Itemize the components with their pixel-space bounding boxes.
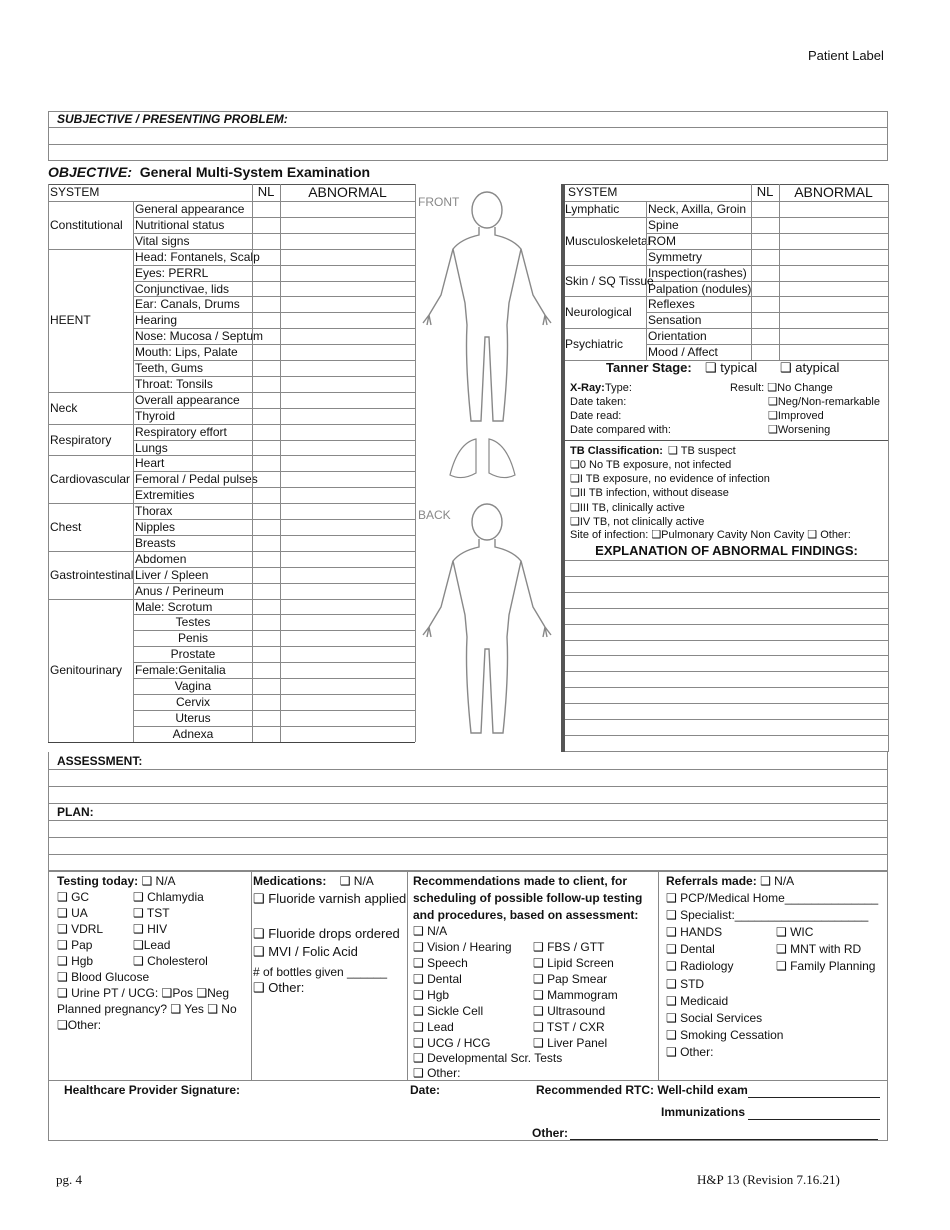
nl-cell-ear-canals-drums[interactable]: [253, 297, 279, 311]
referral-hands-checkbox[interactable]: ❑ HANDS: [666, 925, 723, 939]
assessment-label: ASSESSMENT:: [57, 754, 143, 768]
abnormal-cell-mouth-lips-palate[interactable]: [281, 345, 414, 359]
nl-cell-mouth-lips-palate[interactable]: [253, 345, 279, 359]
exam-item-eyes-perrl: Eyes: PERRL: [135, 265, 209, 280]
exam-item-female-genitalia: Female:Genitalia: [135, 663, 226, 678]
nl-cell-symmetry[interactable]: [752, 250, 778, 264]
xray-result-no-change[interactable]: Result: ❑No Change: [730, 382, 833, 394]
lungs-figure: [440, 435, 525, 483]
exam-item-sensation: Sensation: [648, 313, 702, 328]
explanation-label: EXPLANATION OF ABNORMAL FINDINGS:: [595, 543, 858, 558]
system-skin-sq-tissue: Skin / SQ Tissue: [565, 273, 654, 288]
testing-gc-checkbox[interactable]: ❑ GC: [57, 890, 90, 904]
explanation-line[interactable]: [565, 655, 888, 656]
nl-cell-cervix[interactable]: [253, 695, 279, 709]
nl-cell-penis[interactable]: [253, 631, 279, 645]
nl-cell-nipples[interactable]: [253, 520, 279, 534]
rec-liver-panel-checkbox[interactable]: ❑ Liver Panel: [533, 1036, 608, 1050]
exam-item-heart: Heart: [135, 456, 165, 471]
explanation-line[interactable]: [565, 560, 888, 561]
tb-class-4-checkbox[interactable]: ❑IV TB, not clinically active: [570, 515, 705, 528]
nl-cell-femoral-pedal-pulses[interactable]: [253, 472, 279, 486]
assessment-plan-line[interactable]: [48, 820, 888, 821]
abnormal-cell-hearing[interactable]: [281, 313, 414, 327]
exam-item-orientation: Orientation: [648, 329, 707, 344]
rec-sickle-cell-checkbox[interactable]: ❑ Sickle Cell: [413, 1004, 484, 1018]
plan-label: PLAN:: [57, 805, 94, 819]
system-chest: Chest: [50, 519, 82, 534]
exam-item-vagina: Vagina: [174, 679, 212, 693]
nl-cell-nose-mucosa-septum[interactable]: [253, 329, 279, 343]
nl-cell-teeth-gums[interactable]: [253, 361, 279, 375]
exam-item-teeth-gums: Teeth, Gums: [135, 361, 204, 375]
abnormal-cell-ear-canals-drums[interactable]: [281, 297, 414, 311]
abnormal-cell-nutritional-status[interactable]: [281, 218, 414, 232]
abnormal-cell-throat-tonsils[interactable]: [281, 377, 414, 391]
nl-cell-orientation[interactable]: [752, 329, 778, 343]
medications-title: Medications: ❑ N/A: [253, 874, 374, 888]
xray-type: Type:: [605, 382, 632, 394]
exam-item-prostate: Prostate: [170, 647, 216, 662]
right-nl-header: NL: [756, 184, 774, 199]
explanation-line[interactable]: [565, 687, 888, 688]
nl-cell-liver-spleen[interactable]: [253, 568, 279, 582]
tb-class-1-checkbox[interactable]: ❑I TB exposure, no evidence of infection: [570, 473, 770, 486]
referral-radiology-checkbox[interactable]: ❑ Radiology: [666, 959, 734, 974]
assessment-plan-line[interactable]: [48, 769, 888, 770]
exam-item-head-fontanels-scalp: Head: Fontanels, Scalp: [135, 249, 260, 264]
nl-cell-thorax[interactable]: [253, 504, 279, 518]
abnormal-cell-breasts[interactable]: [281, 536, 414, 550]
exam-item-thyroid: Thyroid: [135, 408, 176, 423]
abnormal-cell-anus-perineum[interactable]: [281, 584, 414, 598]
abnormal-cell-nipples[interactable]: [281, 520, 414, 534]
exam-item-adnexa: Adnexa: [172, 726, 214, 741]
xray-improved-checkbox[interactable]: ❑Improved: [768, 410, 824, 422]
explanation-line[interactable]: [565, 703, 888, 704]
front-body-figure: [415, 185, 560, 435]
exam-item-overall-appearance: Overall appearance: [135, 392, 240, 407]
system-lymphatic: Lymphatic: [565, 201, 620, 216]
testing-lead-checkbox[interactable]: ❑Lead: [133, 938, 171, 952]
tanner-atypical-checkbox[interactable]: ❑ atypical: [780, 360, 840, 375]
testing-single-2[interactable]: Planned pregnancy? ❑ Yes ❑ No: [57, 1002, 237, 1016]
back-label: BACK: [418, 508, 451, 522]
rec-speech-checkbox[interactable]: ❑ Speech: [413, 956, 468, 970]
nl-cell-male-scrotum[interactable]: [253, 600, 279, 614]
abnormal-cell-heart[interactable]: [281, 456, 414, 470]
abnormal-cell-female-genitalia[interactable]: [281, 663, 414, 677]
subjective-label: SUBJECTIVE / PRESENTING PROBLEM:: [57, 112, 288, 126]
referral-medicaid-checkbox[interactable]: ❑ Medicaid: [666, 993, 729, 1008]
abnormal-cell-neck-axilla-groin[interactable]: [780, 202, 887, 216]
abnormal-cell-nose-mucosa-septum[interactable]: [281, 329, 414, 343]
tb-class-2-checkbox[interactable]: ❑II TB infection, without disease: [570, 487, 729, 500]
exam-item-extremities: Extremities: [135, 488, 195, 503]
system-genitourinary: Genitourinary: [50, 663, 123, 678]
xray-worsening-checkbox[interactable]: ❑Worsening: [768, 424, 831, 436]
system-psychiatric: Psychiatric: [565, 337, 624, 352]
assessment-plan-line[interactable]: [48, 786, 888, 787]
provider-signature-label[interactable]: Healthcare Provider Signature:: [64, 1083, 241, 1097]
exam-item-mood-affect: Mood / Affect: [648, 345, 718, 360]
abnormal-cell-head-fontanels-scalp[interactable]: [281, 250, 414, 264]
xray-neg-checkbox[interactable]: ❑Neg/Non-remarkable: [768, 396, 880, 408]
exam-item-throat-tonsils: Throat: Tonsils: [135, 376, 213, 391]
fluoride-drops-checkbox[interactable]: ❑ Fluoride drops ordered: [253, 926, 400, 941]
exam-item-neck-axilla-groin: Neck, Axilla, Groin: [648, 202, 747, 216]
nl-cell-lungs[interactable]: [253, 441, 279, 455]
referrals-na-checkbox[interactable]: ❑ N/A: [760, 874, 795, 888]
nl-cell-extremities[interactable]: [253, 488, 279, 502]
exam-item-liver-spleen: Liver / Spleen: [135, 567, 209, 582]
nl-cell-prostate[interactable]: [253, 647, 279, 661]
referral-wic-checkbox[interactable]: ❑ WIC: [776, 925, 814, 939]
rec-developmental-checkbox[interactable]: ❑ Developmental Scr. Tests: [413, 1051, 563, 1065]
rec-fbs-gtt-checkbox[interactable]: ❑ FBS / GTT: [533, 940, 605, 954]
nl-cell-throat-tonsils[interactable]: [253, 377, 279, 391]
abnormal-cell-mood-affect[interactable]: [780, 345, 887, 359]
referrals-title: Referrals made: ❑ N/A: [666, 874, 795, 888]
abnormal-cell-liver-spleen[interactable]: [281, 568, 414, 582]
exam-item-general-appearance: General appearance: [135, 202, 245, 216]
nl-cell-respiratory-effort[interactable]: [253, 425, 279, 439]
rec-other-checkbox[interactable]: ❑ Other:: [413, 1066, 461, 1080]
referral-social-services-checkbox[interactable]: ❑ Social Services: [666, 1011, 763, 1025]
nl-cell-rom[interactable]: [752, 234, 778, 248]
medications-na-checkbox[interactable]: ❑ N/A: [339, 874, 374, 888]
testing-tst-checkbox[interactable]: ❑ TST: [133, 906, 170, 920]
rtc-well-child-label: Recommended RTC: Well-child exam: [536, 1083, 748, 1097]
abnormal-cell-thorax[interactable]: [281, 504, 414, 518]
exam-item-uterus: Uterus: [175, 710, 211, 725]
nl-cell-adnexa[interactable]: [253, 727, 279, 741]
tanner-label: Tanner Stage:: [606, 360, 692, 375]
rec-vision-hearing-checkbox[interactable]: ❑ Vision / Hearing: [413, 940, 512, 954]
testing-ua-checkbox[interactable]: ❑ UA: [57, 906, 88, 920]
abnormal-cell-thyroid[interactable]: [281, 409, 414, 423]
testing-single-1[interactable]: ❑ Urine PT / UCG: ❑Pos ❑Neg: [57, 986, 230, 1000]
abnormal-cell-palpation-nodules[interactable]: [780, 282, 887, 296]
abnormal-cell-symmetry[interactable]: [780, 250, 887, 264]
signature-date-label[interactable]: Date:: [410, 1083, 441, 1097]
mvi-folic-checkbox[interactable]: ❑ MVI / Folic Acid: [253, 944, 358, 959]
referral-mnt-with-rd-checkbox[interactable]: ❑ MNT with RD: [776, 942, 862, 957]
rec-na-checkbox[interactable]: ❑ N/A: [413, 924, 448, 938]
explanation-line[interactable]: [565, 608, 888, 609]
immunizations-label: Immunizations: [661, 1105, 746, 1119]
abnormal-cell-sensation[interactable]: [780, 313, 887, 327]
exam-item-penis: Penis: [177, 631, 209, 646]
tb-label: TB Classification:: [570, 445, 663, 457]
nl-cell-spine[interactable]: [752, 218, 778, 232]
nl-cell-head-fontanels-scalp[interactable]: [253, 250, 279, 264]
nl-cell-nutritional-status[interactable]: [253, 218, 279, 232]
signature-other-label: Other:: [532, 1126, 568, 1140]
referral-smoking-cessation-checkbox[interactable]: ❑ Smoking Cessation: [666, 1028, 784, 1043]
abnormal-cell-general-appearance[interactable]: [281, 202, 414, 216]
medications-other-checkbox[interactable]: ❑ Other:: [253, 980, 305, 995]
referral-std-checkbox[interactable]: ❑ STD: [666, 976, 705, 991]
tb-class-0-checkbox[interactable]: ❑0 No TB exposure, not infected: [570, 459, 732, 471]
rec-tst-cxr-checkbox[interactable]: ❑ TST / CXR: [533, 1020, 605, 1034]
rec-ucg-hcg-checkbox[interactable]: ❑ UCG / HCG: [413, 1036, 491, 1050]
testing-chlamydia-checkbox[interactable]: ❑ Chlamydia: [133, 890, 204, 904]
tb-site[interactable]: Site of infection: ❑Pulmonary Cavity Non Cavity ❑ Other:: [570, 529, 851, 541]
abnormal-cell-extremities[interactable]: [281, 488, 414, 502]
front-label: FRONT: [418, 195, 460, 209]
explanation-line[interactable]: [565, 576, 888, 577]
nl-cell-heart[interactable]: [253, 456, 279, 470]
nl-cell-reflexes[interactable]: [752, 297, 778, 311]
explanation-line[interactable]: [565, 719, 888, 720]
rec-title-line: scheduling of possible follow-up testing: [413, 891, 643, 905]
abnormal-cell-vagina[interactable]: [281, 679, 414, 693]
testing-single-0[interactable]: ❑ Blood Glucose: [57, 970, 150, 984]
objective-title: OBJECTIVE: General Multi-System Examination: [48, 164, 371, 180]
testing-title: Testing today: ❑ N/A: [57, 874, 176, 888]
revision-label: H&P 13 (Revision 7.16.21): [697, 1172, 840, 1187]
rec-lipid-screen-checkbox[interactable]: ❑ Lipid Screen: [533, 956, 614, 970]
abnormal-cell-femoral-pedal-pulses[interactable]: [281, 472, 414, 486]
left-nl-header: NL: [257, 184, 275, 199]
abnormal-cell-inspection-rashes[interactable]: [780, 266, 887, 280]
referral-other-checkbox[interactable]: ❑ Other:: [666, 1045, 714, 1060]
xray-date-taken: Date taken:: [570, 396, 627, 408]
exam-item-reflexes: Reflexes: [648, 297, 695, 312]
system-neck: Neck: [50, 400, 78, 415]
exam-item-rom: ROM: [648, 233, 676, 248]
assessment-plan-line[interactable]: [48, 837, 888, 838]
exam-item-abdomen: Abdomen: [135, 551, 187, 566]
exam-item-palpation-nodules: Palpation (nodules): [648, 281, 752, 296]
system-respiratory: Respiratory: [50, 432, 112, 447]
abnormal-cell-conjunctivae-lids[interactable]: [281, 282, 414, 296]
nl-cell-general-appearance[interactable]: [253, 202, 279, 216]
abnormal-cell-uterus[interactable]: [281, 711, 414, 725]
abnormal-cell-male-scrotum[interactable]: [281, 600, 414, 614]
abnormal-cell-rom[interactable]: [780, 234, 887, 248]
exam-item-symmetry: Symmetry: [648, 249, 702, 264]
tb-class-3-checkbox[interactable]: ❑III TB, clinically active: [570, 501, 685, 514]
abnormal-cell-adnexa[interactable]: [281, 727, 414, 741]
left-abnormal-header: ABNORMAL: [308, 184, 387, 200]
fluoride-varnish-checkbox[interactable]: ❑ Fluoride varnish applied: [253, 891, 407, 906]
signature-other-line[interactable]: [570, 1139, 878, 1140]
explanation-line[interactable]: [565, 671, 888, 672]
rec-mammogram-checkbox[interactable]: ❑ Mammogram: [533, 988, 618, 1002]
exam-item-nipples: Nipples: [135, 520, 176, 534]
system-constitutional: Constitutional: [50, 217, 123, 232]
abnormal-cell-reflexes[interactable]: [780, 297, 887, 311]
exam-item-thorax: Thorax: [135, 504, 173, 519]
abnormal-cell-lungs[interactable]: [281, 441, 414, 455]
exam-item-nose-mucosa-septum: Nose: Mucosa / Septum: [135, 329, 264, 344]
abnormal-cell-penis[interactable]: [281, 631, 414, 645]
nl-cell-uterus[interactable]: [253, 711, 279, 725]
exam-item-nutritional-status: Nutritional status: [135, 217, 225, 232]
tb-suspect-checkbox[interactable]: ❑ TB suspect: [668, 445, 736, 457]
system-neurological: Neurological: [565, 305, 632, 320]
bottles-given-field[interactable]: # of bottles given ______: [253, 965, 388, 979]
abnormal-cell-vital-signs[interactable]: [281, 234, 414, 248]
exam-item-inspection-rashes: Inspection(rashes): [648, 265, 747, 280]
patient-label: Patient Label: [808, 48, 884, 63]
nl-cell-abdomen[interactable]: [253, 552, 279, 566]
exam-item-male-scrotum: Male: Scrotum: [135, 599, 213, 614]
abnormal-cell-respiratory-effort[interactable]: [281, 425, 414, 439]
abnormal-cell-prostate[interactable]: [281, 647, 414, 661]
nl-cell-palpation-nodules[interactable]: [752, 282, 778, 296]
nl-cell-anus-perineum[interactable]: [253, 584, 279, 598]
rec-title-line: Recommendations made to client, for: [413, 874, 628, 888]
exam-item-conjunctivae-lids: Conjunctivae, lids: [135, 281, 230, 296]
abnormal-cell-teeth-gums[interactable]: [281, 361, 414, 375]
testing-na-checkbox[interactable]: ❑ N/A: [141, 874, 176, 888]
xray-label: X-Ray:: [570, 382, 605, 394]
exam-item-lungs: Lungs: [135, 440, 168, 455]
left-system-header: SYSTEM: [50, 185, 100, 199]
system-musculoskeletal: Musculoskeletal: [565, 233, 651, 248]
nl-cell-inspection-rashes[interactable]: [752, 266, 778, 280]
exam-item-testes: Testes: [175, 615, 211, 630]
testing-vdrl-checkbox[interactable]: ❑ VDRL: [57, 922, 104, 936]
explanation-line[interactable]: [565, 640, 888, 641]
referral-pcp-checkbox[interactable]: ❑ PCP/Medical Home______________: [666, 891, 879, 905]
nl-cell-hearing[interactable]: [253, 313, 279, 327]
right-abnormal-header: ABNORMAL: [794, 184, 873, 200]
exam-item-respiratory-effort: Respiratory effort: [135, 424, 227, 439]
exam-item-anus-perineum: Anus / Perineum: [135, 583, 224, 598]
xray-date-read: Date read:: [570, 410, 622, 422]
abnormal-cell-spine[interactable]: [780, 218, 887, 232]
abnormal-cell-cervix[interactable]: [281, 695, 414, 709]
tanner-typical-checkbox[interactable]: ❑ typical: [705, 360, 758, 375]
referral-family-planning-checkbox[interactable]: ❑ Family Planning: [776, 959, 876, 974]
nl-cell-mood-affect[interactable]: [752, 345, 778, 359]
rec-hgb-checkbox[interactable]: ❑ Hgb: [413, 988, 450, 1002]
nl-cell-thyroid[interactable]: [253, 409, 279, 423]
abnormal-cell-orientation[interactable]: [780, 329, 887, 343]
rec-pap-smear-checkbox[interactable]: ❑ Pap Smear: [533, 972, 608, 986]
rec-dental-checkbox[interactable]: ❑ Dental: [413, 972, 462, 986]
right-system-header: SYSTEM: [568, 185, 618, 199]
rec-ultrasound-checkbox[interactable]: ❑ Ultrasound: [533, 1004, 606, 1018]
nl-cell-overall-appearance[interactable]: [253, 393, 279, 407]
exam-item-hearing: Hearing: [135, 313, 178, 328]
nl-cell-female-genitalia[interactable]: [253, 663, 279, 677]
abnormal-cell-testes[interactable]: [281, 615, 414, 629]
testing-cholesterol-checkbox[interactable]: ❑ Cholesterol: [133, 954, 208, 968]
rec-lead-checkbox[interactable]: ❑ Lead: [413, 1020, 454, 1034]
explanation-line[interactable]: [565, 624, 888, 625]
testing-hiv-checkbox[interactable]: ❑ HIV: [133, 922, 168, 936]
assessment-plan-line[interactable]: [48, 854, 888, 855]
back-body-figure: [415, 497, 560, 747]
assessment-plan-line[interactable]: [48, 803, 888, 804]
immunizations-line[interactable]: [748, 1119, 880, 1120]
abnormal-cell-eyes-perrl[interactable]: [281, 266, 414, 280]
abnormal-cell-abdomen[interactable]: [281, 552, 414, 566]
nl-cell-breasts[interactable]: [253, 536, 279, 550]
explanation-line[interactable]: [565, 592, 888, 593]
system-cardiovascular: Cardiovascular: [50, 472, 131, 487]
rec-title-line: and procedures, based on assessment:: [413, 908, 639, 922]
exam-item-mouth-lips-palate: Mouth: Lips, Palate: [135, 345, 238, 360]
testing-pap-checkbox[interactable]: ❑ Pap: [57, 938, 93, 952]
testing-hgb-checkbox[interactable]: ❑ Hgb: [57, 954, 94, 968]
nl-cell-eyes-perrl[interactable]: [253, 266, 279, 280]
testing-single-3[interactable]: ❑Other:: [57, 1018, 102, 1032]
abnormal-cell-overall-appearance[interactable]: [281, 393, 414, 407]
exam-item-spine: Spine: [648, 217, 679, 232]
nl-cell-vital-signs[interactable]: [253, 234, 279, 248]
system-heent: HEENT: [50, 313, 91, 328]
referral-specialist-checkbox[interactable]: ❑ Specialist:____________________: [666, 908, 869, 922]
system-gastrointestinal: Gastrointestinal: [50, 567, 134, 582]
exam-item-cervix: Cervix: [175, 694, 210, 709]
exam-item-breasts: Breasts: [135, 535, 176, 550]
nl-cell-testes[interactable]: [253, 615, 279, 629]
xray-date-compared: Date compared with:: [570, 424, 671, 436]
exam-item-ear-canals-drums: Ear: Canals, Drums: [135, 297, 240, 312]
exam-item-femoral-pedal-pulses: Femoral / Pedal pulses: [135, 472, 258, 487]
nl-cell-vagina[interactable]: [253, 679, 279, 693]
nl-cell-sensation[interactable]: [752, 313, 778, 327]
nl-cell-neck-axilla-groin[interactable]: [752, 202, 778, 216]
referral-dental-checkbox[interactable]: ❑ Dental: [666, 942, 715, 957]
page-number: pg. 4: [56, 1172, 82, 1187]
nl-cell-conjunctivae-lids[interactable]: [253, 282, 279, 296]
rtc-well-child-line[interactable]: [748, 1097, 880, 1098]
explanation-line[interactable]: [565, 735, 888, 736]
exam-item-vital-signs: Vital signs: [135, 233, 190, 248]
